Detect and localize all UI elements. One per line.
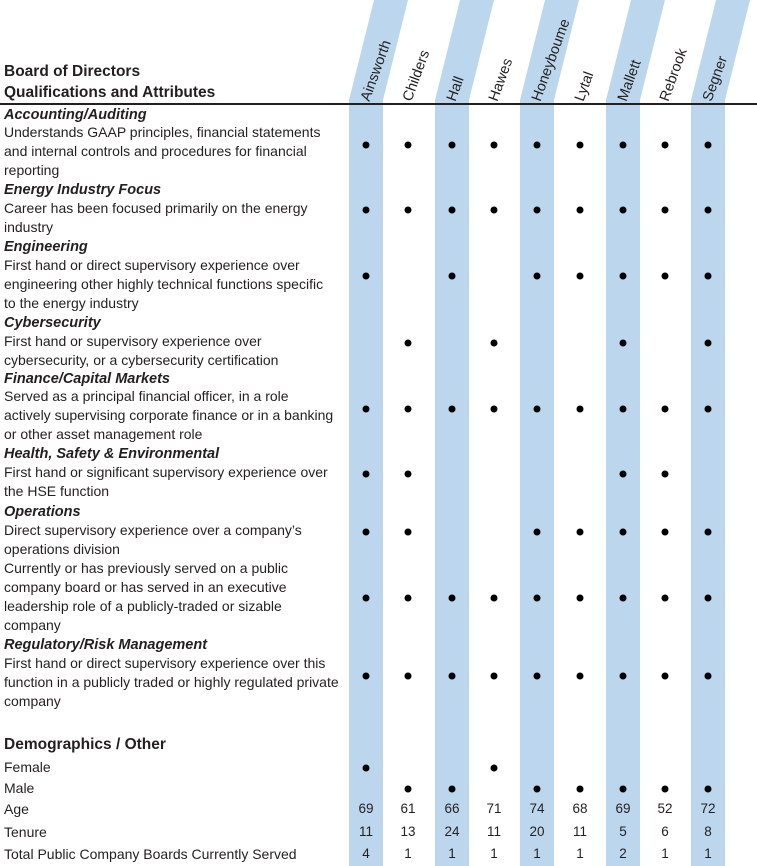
qualification-mark-hall (449, 273, 456, 280)
male-mark-segner (705, 786, 712, 793)
qualification-description-line: operations division (4, 541, 120, 557)
qualification-mark-ainsworth (363, 529, 370, 536)
qualification-description-line: First hand or direct supervisory experience over this (4, 655, 326, 671)
qualification-description-line: function in a publicly traded or highly regulated private (4, 674, 339, 690)
male-mark-lytal (577, 786, 584, 793)
demographics-title: Demographics / Other (4, 736, 166, 753)
qualification-description-line: reporting (4, 162, 60, 178)
qualification-mark-hawes (491, 673, 498, 680)
boards-value-rebrook: 1 (661, 846, 669, 861)
male-label: Male (4, 780, 35, 796)
qualification-mark-hall (449, 207, 456, 214)
director-name-hawes: Hawes (486, 56, 517, 104)
director-name-honeyboume: Honeyboume (529, 16, 574, 104)
qualification-mark-mallett (620, 406, 627, 413)
qualification-description-line: Direct supervisory experience over a company’s (4, 522, 302, 538)
age-value-honeyboume: 74 (529, 801, 545, 816)
qualification-mark-mallett (620, 207, 627, 214)
qualification-mark-mallett (620, 340, 627, 347)
tenure-value-rebrook: 6 (661, 824, 669, 839)
qualification-mark-segner (705, 207, 712, 214)
qualification-description-line: engineering other highly technical functions specific (4, 276, 324, 292)
qualification-description-line: cybersecurity, or a cybersecurity certification (4, 352, 279, 368)
qualification-mark-ainsworth (363, 595, 370, 602)
qualification-description-line: company board or has served in an executive (4, 579, 287, 595)
header-rule (0, 103, 757, 105)
tenure-value-mallett: 5 (619, 824, 627, 839)
qualification-category: Operations (4, 504, 81, 520)
qualification-mark-lytal (577, 406, 584, 413)
qualification-description-line: company (4, 693, 61, 709)
page-title: Board of Directors (4, 63, 141, 80)
qualification-mark-ainsworth (363, 273, 370, 280)
director-name-rebrook: Rebrook (657, 46, 691, 104)
qualification-category: Health, Safety & Environmental (4, 446, 220, 462)
qualification-description-line: leadership role of a publicly-traded or sizable (4, 598, 282, 614)
director-name-mallett: Mallett (615, 57, 645, 104)
qualification-mark-lytal (577, 207, 584, 214)
qualification-category: Energy Industry Focus (4, 182, 162, 198)
qualification-category: Finance/Capital Markets (4, 371, 170, 387)
qualification-description-line: Understands GAAP principles, financial statements (4, 124, 321, 140)
boards-value-mallett: 2 (619, 846, 627, 861)
qualification-mark-lytal (577, 595, 584, 602)
male-mark-mallett (620, 786, 627, 793)
qualification-mark-rebrook (662, 673, 669, 680)
qualification-mark-rebrook (662, 529, 669, 536)
male-mark-rebrook (662, 786, 669, 793)
qualification-mark-honeyboume (534, 142, 541, 149)
qualification-mark-hall (449, 595, 456, 602)
tenure-value-childers: 13 (400, 824, 416, 839)
male-mark-hall (449, 786, 456, 793)
female-label: Female (4, 759, 51, 775)
qualification-mark-mallett (620, 273, 627, 280)
qualification-mark-lytal (577, 273, 584, 280)
qualification-mark-honeyboume (534, 529, 541, 536)
qualification-mark-honeyboume (534, 207, 541, 214)
qualification-description-line: industry (4, 219, 54, 235)
qualification-mark-lytal (577, 673, 584, 680)
boards-label: Total Public Company Boards Currently Served (4, 846, 297, 862)
qualification-mark-honeyboume (534, 273, 541, 280)
qualification-mark-childers (405, 471, 412, 478)
qualification-mark-rebrook (662, 142, 669, 149)
qualification-mark-rebrook (662, 406, 669, 413)
qualification-mark-hawes (491, 340, 498, 347)
age-value-ainsworth: 69 (358, 801, 374, 816)
boards-value-segner: 1 (704, 846, 712, 861)
qualification-description-line: the HSE function (4, 483, 110, 499)
qualification-description-line: First hand or significant supervisory experience over (4, 464, 328, 480)
qualification-description-line: Currently or has previously served on a public (4, 560, 289, 576)
qualification-mark-segner (705, 340, 712, 347)
qualification-category: Regulatory/Risk Management (4, 637, 208, 653)
qualification-mark-ainsworth (363, 207, 370, 214)
qualification-description-line: Served as a principal financial officer, in a role (4, 388, 289, 404)
qualification-mark-childers (405, 406, 412, 413)
qualification-mark-ainsworth (363, 471, 370, 478)
column-stripe (691, 0, 750, 866)
tenure-label: Tenure (4, 824, 47, 840)
tenure-value-lytal: 11 (572, 824, 587, 839)
column-stripe (349, 0, 408, 866)
boards-value-lytal: 1 (576, 846, 584, 861)
page-subtitle: Qualifications and Attributes (4, 84, 216, 101)
qualification-mark-hawes (491, 207, 498, 214)
qualification-mark-childers (405, 207, 412, 214)
boards-value-ainsworth: 4 (362, 846, 370, 861)
qualification-description-line: and internal controls and procedures for financial (4, 143, 307, 159)
qualification-mark-segner (705, 595, 712, 602)
qualification-mark-honeyboume (534, 406, 541, 413)
column-stripe (520, 0, 579, 866)
qualification-mark-childers (405, 595, 412, 602)
qualification-mark-rebrook (662, 471, 669, 478)
tenure-value-honeyboume: 20 (529, 824, 545, 839)
age-value-mallett: 69 (615, 801, 631, 816)
qualification-mark-hall (449, 406, 456, 413)
qualification-description-line: or other asset management role (4, 426, 203, 442)
director-name-lytal: Lytal (572, 69, 598, 104)
qualification-mark-hall (449, 673, 456, 680)
qualification-description-line: to the energy industry (4, 295, 139, 311)
qualification-description-line: First hand or supervisory experience over (4, 333, 262, 349)
column-stripe (435, 0, 494, 866)
qualification-mark-ainsworth (363, 406, 370, 413)
qualification-mark-segner (705, 142, 712, 149)
qualification-mark-mallett (620, 673, 627, 680)
male-mark-childers (405, 786, 412, 793)
qualification-mark-lytal (577, 142, 584, 149)
qualification-category: Cybersecurity (4, 315, 101, 331)
qualification-mark-honeyboume (534, 595, 541, 602)
column-stripe (606, 0, 665, 866)
age-label: Age (4, 801, 29, 817)
qualification-mark-hawes (491, 406, 498, 413)
qualification-mark-honeyboume (534, 673, 541, 680)
qualification-mark-rebrook (662, 595, 669, 602)
qualification-description-line: Career has been focused primarily on the energy (4, 200, 308, 216)
qualification-mark-segner (705, 406, 712, 413)
age-value-lytal: 68 (572, 801, 588, 816)
qualification-mark-hawes (491, 142, 498, 149)
director-name-hall: Hall (444, 74, 468, 104)
female-mark-hawes (491, 765, 498, 772)
age-value-childers: 61 (400, 801, 416, 816)
age-value-hawes: 71 (486, 801, 502, 816)
boards-value-hawes: 1 (490, 846, 498, 861)
director-name-segner: Segner (700, 54, 732, 104)
boards-value-childers: 1 (404, 846, 412, 861)
female-mark-ainsworth (363, 765, 370, 772)
qualification-description-line: First hand or direct supervisory experience over (4, 257, 300, 273)
tenure-value-hall: 24 (444, 824, 460, 839)
tenure-value-segner: 8 (704, 824, 712, 839)
qualification-mark-hall (449, 142, 456, 149)
qualification-category: Accounting/Auditing (4, 107, 147, 123)
qualification-mark-childers (405, 529, 412, 536)
qualification-description-line: actively supervising corporate finance or in a banking (4, 407, 334, 423)
qualification-mark-mallett (620, 595, 627, 602)
male-mark-honeyboume (534, 786, 541, 793)
age-value-hall: 66 (444, 801, 460, 816)
qualification-description-line: company (4, 617, 61, 633)
qualification-mark-mallett (620, 142, 627, 149)
qualification-mark-lytal (577, 529, 584, 536)
qualification-mark-hawes (491, 595, 498, 602)
qualification-mark-mallett (620, 529, 627, 536)
qualification-mark-childers (405, 673, 412, 680)
qualification-mark-segner (705, 273, 712, 280)
age-value-segner: 72 (700, 801, 716, 816)
director-name-ainsworth: Ainsworth (358, 38, 395, 104)
tenure-value-hawes: 11 (486, 824, 501, 839)
qualification-mark-mallett (620, 471, 627, 478)
qualification-category: Engineering (4, 239, 88, 255)
qualification-mark-rebrook (662, 207, 669, 214)
qualification-mark-ainsworth (363, 142, 370, 149)
qualification-mark-rebrook (662, 273, 669, 280)
tenure-value-ainsworth: 11 (358, 824, 373, 839)
age-value-rebrook: 52 (657, 801, 673, 816)
boards-value-honeyboume: 1 (533, 846, 541, 861)
qualification-mark-childers (405, 142, 412, 149)
qualification-mark-segner (705, 673, 712, 680)
qualification-mark-segner (705, 529, 712, 536)
qualification-mark-childers (405, 340, 412, 347)
boards-value-hall: 1 (448, 846, 456, 861)
director-name-childers: Childers (400, 48, 434, 104)
qualification-mark-ainsworth (363, 673, 370, 680)
